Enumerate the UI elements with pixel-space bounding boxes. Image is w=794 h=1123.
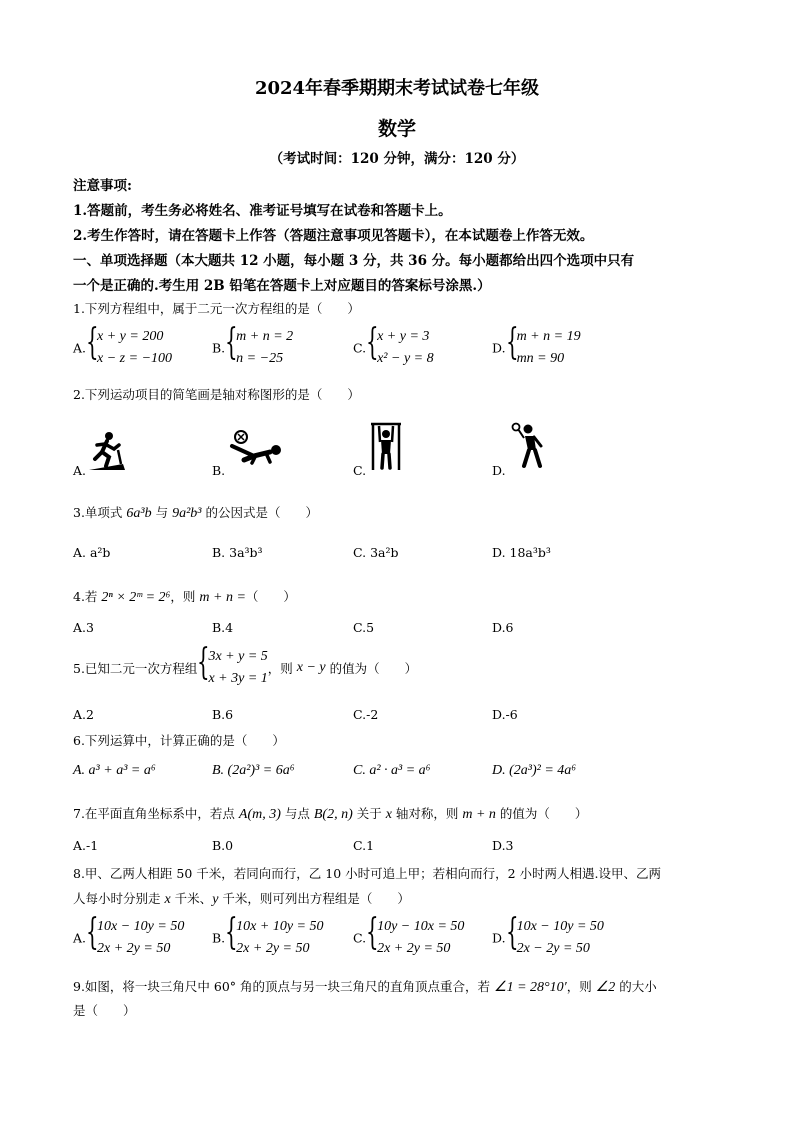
- q8-c-eq2: 2x + 2y = 50: [377, 941, 451, 956]
- q7-stem-post: 的值为（ ）: [495, 806, 588, 821]
- q1-d-eq1: m + n = 19: [516, 329, 581, 344]
- notes-heading: 注意事项:: [73, 178, 132, 194]
- q7-stem-mid1: 与点: [280, 806, 314, 821]
- q3-monomial-2: 9a²b³: [172, 506, 202, 521]
- q8-var-x: x: [164, 892, 171, 907]
- q7-point-a: A(m, 3): [238, 807, 281, 822]
- q5-stem-pre: 5.已知二元一次方程组: [73, 661, 198, 676]
- q8-option-c[interactable]: C. { 10y − 10x = 50 2x + 2y = 50: [353, 916, 464, 960]
- q1-c-eq1: x + y = 3: [377, 329, 430, 344]
- exam-title: 2024年春季期期末考试试卷七年级: [254, 78, 540, 99]
- q8-option-b-label: B.: [212, 930, 226, 946]
- q9-stem-pre: 9.如图，将一块三角尺中 60° 角的顶点与另一块三角尺的直角顶点重合，若: [73, 979, 495, 994]
- q5-expression: x − y: [296, 660, 326, 675]
- q4-expression: 2ⁿ × 2ᵐ = 2⁶: [101, 590, 171, 605]
- q3-option-c[interactable]: C. 3a²b: [353, 545, 399, 560]
- q3-option-d[interactable]: D. 18a³b³: [492, 545, 551, 560]
- q8-option-b[interactable]: B. { 10x + 10y = 50 2x + 2y = 50: [212, 916, 324, 960]
- q1-b-eq2: n = −25: [236, 351, 284, 366]
- q8-c-eq1: 10y − 10x = 50: [377, 919, 465, 934]
- q3-stem: [73, 503, 318, 522]
- q4-stem-mid: ，则: [170, 589, 200, 604]
- q7-stem-mid3: 轴对称，则: [391, 806, 463, 821]
- q3-stem-post: 的公因式是（ ）: [201, 505, 318, 520]
- q8-a-eq1: 10x − 10y = 50: [97, 919, 185, 934]
- q1-option-b-label: B.: [212, 340, 226, 356]
- q9-angle-2: ∠2: [595, 980, 616, 995]
- q8-option-d[interactable]: D. { 10x − 10y = 50 2x − 2y = 50: [492, 916, 604, 960]
- q1-option-d[interactable]: D. { m + n = 19 mn = 90: [492, 326, 581, 370]
- q8-stem-line2: [73, 889, 410, 908]
- q8-option-a-label: A.: [73, 930, 87, 946]
- soccer-kick-icon: [226, 430, 286, 466]
- q1-option-c[interactable]: C. { x + y = 3 x² − y = 8: [353, 326, 434, 370]
- q8-d-eq2: 2x − 2y = 50: [516, 941, 590, 956]
- q8-b-eq2: 2x + 2y = 50: [236, 941, 310, 956]
- exam-info: （考试时间：120 分钟，满分：120 分）: [269, 151, 525, 167]
- q2-option-c-label[interactable]: C.: [353, 463, 367, 478]
- q8-stem-post: 千米，则可列出方程组是（ ）: [218, 891, 410, 906]
- q2-option-a-label[interactable]: A.: [73, 463, 87, 478]
- q9-stem-line1: [73, 977, 657, 996]
- q1-option-a[interactable]: A. { x + y = 200 x − z = −100: [73, 326, 172, 370]
- q4-stem: [73, 587, 296, 606]
- q2-stem: 2.下列运动项目的简笔画是轴对称图形的是（ ）: [73, 387, 360, 402]
- q7-option-a[interactable]: A.-1: [73, 838, 99, 853]
- q5-option-c[interactable]: C.-2: [353, 707, 379, 722]
- q8-stem-pre: 人每小时分别走: [73, 891, 165, 906]
- q4-option-a[interactable]: A.3: [73, 620, 94, 635]
- q7-option-d[interactable]: D.3: [492, 838, 514, 853]
- q2-option-d-label[interactable]: D.: [492, 463, 506, 478]
- badminton-player-icon: [510, 422, 548, 470]
- note-item-1: 1.答题前，考生务必将姓名、准考证号填写在试卷和答题卡上。: [73, 203, 452, 219]
- q8-stem-line1: 8.甲、乙两人相距 50 千米，若同向而行，乙 10 小时可追上甲；若相向而行，2 小时两人相遇.设甲、乙两: [73, 866, 662, 881]
- section1-instructions-line2: 一个是正确的.考生用 2B 铅笔在答题卡上对应题目的答案标号涂黑.）: [73, 278, 491, 294]
- q8-var-y: y: [212, 892, 219, 907]
- q7-option-c[interactable]: C.1: [353, 838, 375, 853]
- q1-a-eq1: x + y = 200: [97, 329, 164, 344]
- q5-option-d[interactable]: D.-6: [492, 707, 518, 722]
- q1-a-eq2: x − z = −100: [97, 351, 173, 366]
- q9-stem-post: 的大小: [615, 979, 657, 994]
- q1-c-eq2: x² − y = 8: [377, 351, 434, 366]
- q9-angle-1: ∠1 = 28°10′: [494, 980, 567, 995]
- q7-stem-pre: 7.在平面直角坐标系中，若点: [73, 806, 239, 821]
- q7-stem: [73, 804, 587, 823]
- q6-option-c[interactable]: C. a² · a³ = a⁶: [353, 763, 431, 778]
- q7-axis: x: [385, 807, 392, 822]
- q5-eq1: 3x + y = 5: [208, 649, 268, 664]
- q4-option-b[interactable]: B.4: [212, 620, 234, 635]
- q3-monomial-1: 6a³b: [126, 506, 152, 521]
- q1-option-a-label: A.: [73, 340, 87, 356]
- q2-option-b-label[interactable]: B.: [212, 463, 226, 478]
- q5-stem-mid: ，则: [267, 661, 297, 676]
- q8-d-eq1: 10x − 10y = 50: [516, 919, 604, 934]
- q8-option-c-label: C.: [353, 930, 367, 946]
- q9-stem-mid: ，则: [566, 979, 596, 994]
- q7-option-b[interactable]: B.0: [212, 838, 234, 853]
- q5-stem: 5.已知二元一次方程组 { 3x + y = 5 x + 3y = 1 ，则 x − y 的值为（ ）: [73, 646, 417, 690]
- q8-b-eq1: 10x + 10y = 50: [236, 919, 324, 934]
- q1-stem: 1.下列方程组中，属于二元一次方程组的是（ ）: [73, 301, 360, 316]
- q5-eq2: x + 3y = 1: [208, 671, 268, 686]
- q1-d-eq2: mn = 90: [516, 351, 565, 366]
- q3-option-a[interactable]: A. a²b: [73, 545, 111, 560]
- q4-stem-post: （ ）: [245, 589, 296, 604]
- q9-stem-line2: 是（ ）: [73, 1003, 136, 1018]
- q6-option-d[interactable]: D. (2a³)² = 4a⁶: [492, 763, 577, 778]
- q8-a-eq2: 2x + 2y = 50: [97, 941, 171, 956]
- q7-point-b: B(2, n): [313, 807, 353, 822]
- treadmill-runner-icon: [85, 430, 129, 474]
- q4-option-d[interactable]: D.6: [492, 620, 514, 635]
- q6-option-b[interactable]: B. (2a²)³ = 6a⁶: [212, 763, 295, 778]
- q7-expression: m + n: [462, 807, 496, 822]
- q5-option-a[interactable]: A.2: [73, 707, 94, 722]
- pull-up-bar-icon: [369, 422, 403, 472]
- q3-stem-mid: 与: [151, 505, 173, 520]
- q5-option-b[interactable]: B.6: [212, 707, 234, 722]
- subject-title: 数学: [377, 118, 416, 140]
- q1-b-eq1: m + n = 2: [236, 329, 294, 344]
- q6-option-a[interactable]: A. a³ + a³ = a⁶: [73, 763, 156, 778]
- q6-stem: 6.下列运算中，计算正确的是（ ）: [73, 733, 285, 748]
- q3-option-b[interactable]: B. 3a³b³: [212, 545, 263, 560]
- q4-stem-pre: 4.若: [73, 589, 102, 604]
- q4-expression-2: m + n =: [199, 590, 246, 605]
- q1-option-d-label: D.: [492, 340, 506, 356]
- q3-stem-pre: 3.单项式: [73, 505, 127, 520]
- q4-option-c[interactable]: C.5: [353, 620, 375, 635]
- q8-option-a[interactable]: A. { 10x − 10y = 50 2x + 2y = 50: [73, 916, 184, 960]
- q1-option-b[interactable]: B. { m + n = 2 n = −25: [212, 326, 293, 370]
- q7-stem-mid2: 关于: [352, 806, 386, 821]
- q1-option-c-label: C.: [353, 340, 367, 356]
- q5-stem-post: 的值为（ ）: [325, 661, 418, 676]
- section1-instructions-line1: 一、单项选择题（本大题共 12 小题，每小题 3 分，共 36 分。每小题都给出四个选项中只有: [73, 253, 635, 269]
- q8-option-d-label: D.: [492, 930, 506, 946]
- note-item-2: 2.考生作答时，请在答题卡上作答（答题注意事项见答题卡），在本试题卷上作答无效。: [73, 228, 594, 244]
- q8-stem-mid: 千米、: [170, 891, 213, 906]
